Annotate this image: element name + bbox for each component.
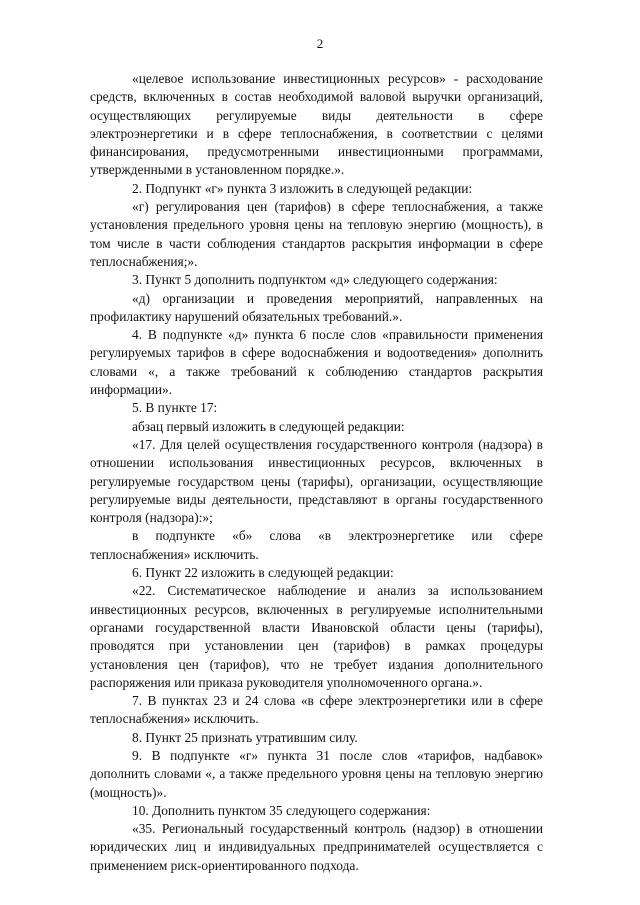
document-body [90, 70, 543, 875]
paragraph-item-6-text: «22. Систематическое наблюдение и анализ за использованием инвестиционных ресурсов, включенных в регулируемые исполнительными органами государственной власти Ивановской области цены (тарифы), проводятся при установлении цен (тарифов) в рамках процедуры установления цен (тарифов), что не требует издания дополнительного распоряжения или приказа руководителя уполномоченного органа.». [90, 583, 543, 690]
paragraph-item-5-intro: абзац первый изложить в следующей редакции: [132, 418, 405, 434]
paragraph-item-4: 4. В подпункте «д» пункта 6 после слов «правильности применения регулируемых тарифов в сфере водоснабжения и водоотведения» дополнить словами «, а также требований к соблюдению стандартов раскрытия информации». [90, 327, 543, 398]
paragraph-item-2: 2. Подпункт «г» пункта 3 изложить в следующей редакции: [132, 180, 473, 196]
paragraph-definition-quote: «целевое использование инвестиционных ресурсов» - расходование средств, включенных в состав необходимой валовой выручки организаций, осуществляющих регулируемые виды деятельности в сфере электроэнергетики и в сфере теплоснабжения, в соответствии с целями финансирования, предусмотренными инвестиционными программами, утвержденными в установленном порядке.». [90, 71, 543, 178]
paragraph-item-10-text: «35. Региональный государственный контроль (надзор) в отношении юридических лиц и индивидуальных предпринимателей осуществляется с применением риск-ориентированного подхода. [90, 821, 543, 873]
paragraph-item-7: 7. В пунктах 23 и 24 слова «в сфере электроэнергетики или в сфере теплоснабжения» исключить. [90, 693, 543, 727]
paragraph-item-5: 5. В пункте 17: [132, 400, 218, 416]
page-number: 2 [316, 36, 324, 51]
paragraph-item-5-text: «17. Для целей осуществления государственного контроля (надзора) в отношении использования инвестиционных ресурсов, включенных в регулируемые государством цены (тарифы), организации, осуществляющие регулируемые виды деятельности, представляют в органы государственного контроля (надзора):»; [90, 436, 543, 526]
paragraph-item-8: 8. Пункт 25 признать утратившим силу. [132, 729, 358, 745]
paragraph-item-10: 10. Дополнить пунктом 35 следующего содержания: [132, 802, 431, 818]
paragraph-item-6: 6. Пункт 22 изложить в следующей редакции: [132, 565, 394, 581]
paragraph-item-3-text: «д) организации и проведения мероприятий, направленных на профилактику нарушений обязательных требований.». [90, 290, 543, 324]
paragraph-item-9: 9. В подпункте «г» пункта 31 после слов «тарифов, надбавок» дополнить словами «, а также предельного уровня цены на тепловую энергию (мощность)». [90, 747, 543, 800]
paragraph-item-2-text: «г) регулирования цен (тарифов) в сфере теплоснабжения, а также установления предельного уровня цены на тепловую энергию (мощность), в том числе в части соблюдения стандартов раскрытия информации в сфере теплоснабжения;». [90, 199, 543, 269]
paragraph-item-5-subitem: в подпункте «б» слова «в электроэнергетике или сфере теплоснабжения» исключить. [90, 528, 543, 562]
paragraph-item-3: 3. Пункт 5 дополнить подпунктом «д» следующего содержания: [132, 272, 498, 288]
